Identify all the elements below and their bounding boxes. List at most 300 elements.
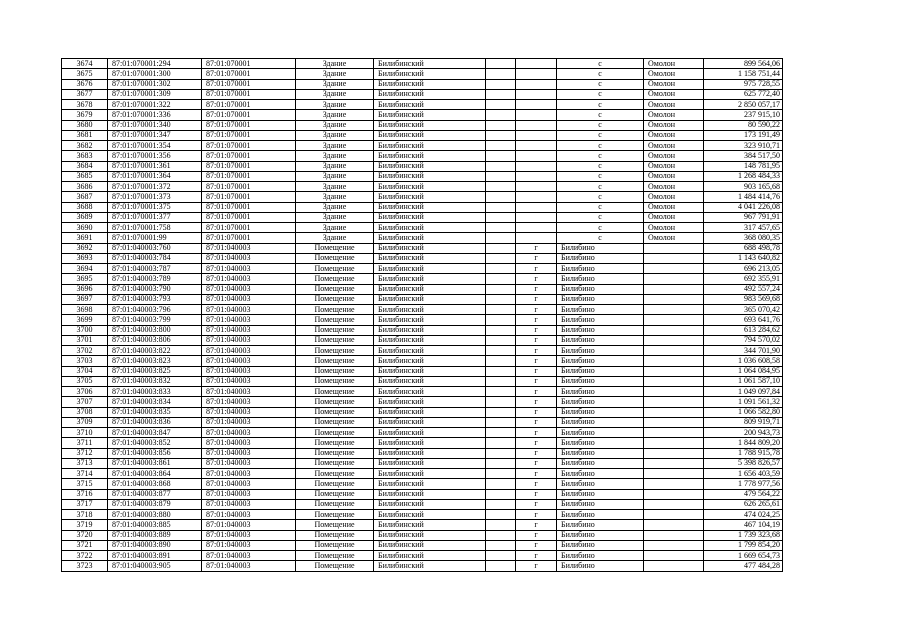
district: Билибинский (374, 130, 486, 140)
object-type: Здание (296, 120, 374, 130)
cadastral-number: 87:01:040003:905 (108, 561, 202, 571)
locality-type: г (516, 417, 557, 427)
locality-type: г (516, 520, 557, 530)
cadastral-value: 323 910,71 (704, 141, 783, 151)
row-number: 3696 (62, 284, 108, 294)
cadastral-value: 344 701,90 (704, 346, 783, 356)
object-type: Здание (296, 212, 374, 222)
object-type: Помещение (296, 284, 374, 294)
table-row (62, 346, 783, 356)
cadastral-number: 87:01:040003:822 (108, 346, 202, 356)
empty-cell (644, 540, 704, 550)
settlement-name: Билибино (557, 335, 644, 345)
cadastral-value: 384 517,50 (704, 151, 783, 161)
cadastral-block: 87:01:040003 (202, 335, 296, 345)
district: Билибинский (374, 59, 486, 69)
locality-type: г (516, 489, 557, 499)
settlement-name: Билибино (557, 479, 644, 489)
empty-cell (644, 305, 704, 315)
settlement-name: Омолон (644, 233, 704, 243)
cadastral-block: 87:01:070001 (202, 223, 296, 233)
district: Билибинский (374, 520, 486, 530)
object-type: Здание (296, 182, 374, 192)
table-row (62, 233, 783, 243)
district: Билибинский (374, 100, 486, 110)
row-number: 3697 (62, 294, 108, 304)
settlement-name: Билибино (557, 469, 644, 479)
settlement-name: Омолон (644, 100, 704, 110)
row-number: 3681 (62, 130, 108, 140)
table-row (62, 438, 783, 448)
district: Билибинский (374, 499, 486, 509)
object-type: Здание (296, 223, 374, 233)
locality-type: г (516, 274, 557, 284)
row-number: 3699 (62, 315, 108, 325)
table-row (62, 325, 783, 335)
empty-cell (486, 243, 516, 253)
district: Билибинский (374, 397, 486, 407)
row-number: 3698 (62, 305, 108, 315)
table-row (62, 79, 783, 89)
table-row (62, 520, 783, 530)
empty-cell (486, 356, 516, 366)
cadastral-number: 87:01:040003:852 (108, 438, 202, 448)
table-row (62, 315, 783, 325)
cadastral-value: 1 158 751,44 (704, 69, 783, 79)
empty-cell (486, 100, 516, 110)
cadastral-value: 173 191,49 (704, 130, 783, 140)
empty-cell (486, 253, 516, 263)
cadastral-number: 87:01:040003:891 (108, 551, 202, 561)
cadastral-number: 87:01:040003:799 (108, 315, 202, 325)
empty-cell (644, 417, 704, 427)
empty-cell (486, 59, 516, 69)
empty-cell (644, 489, 704, 499)
cadastral-value: 1 061 587,10 (704, 376, 783, 386)
cadastral-number: 87:01:070001:294 (108, 59, 202, 69)
cadastral-number: 87:01:070001:99 (108, 233, 202, 243)
cadastral-block: 87:01:040003 (202, 253, 296, 263)
cadastral-value: 794 570,02 (704, 335, 783, 345)
district: Билибинский (374, 89, 486, 99)
district: Билибинский (374, 315, 486, 325)
cadastral-value: 5 398 826,57 (704, 458, 783, 468)
table-row (62, 253, 783, 263)
cadastral-value: 1 656 403,59 (704, 469, 783, 479)
settlement-name: Омолон (644, 223, 704, 233)
cadastral-block: 87:01:040003 (202, 469, 296, 479)
settlement-name: Билибино (557, 551, 644, 561)
object-type: Помещение (296, 417, 374, 427)
table-row (62, 223, 783, 233)
empty-cell (486, 489, 516, 499)
cadastral-number: 87:01:040003:856 (108, 448, 202, 458)
empty-cell (486, 510, 516, 520)
cadastral-value: 1 799 854,20 (704, 540, 783, 550)
row-number: 3686 (62, 182, 108, 192)
cadastral-block: 87:01:040003 (202, 264, 296, 274)
district: Билибинский (374, 305, 486, 315)
district: Билибинский (374, 530, 486, 540)
empty-cell (486, 335, 516, 345)
cadastral-number: 87:01:070001:364 (108, 171, 202, 181)
empty-cell (486, 161, 516, 171)
empty-cell (644, 448, 704, 458)
locality-type: с (557, 192, 644, 202)
settlement-name: Билибино (557, 448, 644, 458)
empty-cell (516, 223, 557, 233)
empty-cell (644, 284, 704, 294)
table-row (62, 366, 783, 376)
cadastral-number: 87:01:070001:373 (108, 192, 202, 202)
cadastral-block: 87:01:070001 (202, 161, 296, 171)
empty-cell (486, 387, 516, 397)
settlement-name: Билибино (557, 417, 644, 427)
empty-cell (486, 428, 516, 438)
property-table (61, 58, 783, 572)
empty-cell (644, 356, 704, 366)
locality-type: г (516, 346, 557, 356)
object-type: Помещение (296, 325, 374, 335)
empty-cell (516, 151, 557, 161)
table-row (62, 151, 783, 161)
settlement-name: Омолон (644, 192, 704, 202)
cadastral-number: 87:01:070001:372 (108, 182, 202, 192)
locality-type: г (516, 458, 557, 468)
settlement-name: Омолон (644, 110, 704, 120)
empty-cell (516, 120, 557, 130)
locality-type: г (516, 438, 557, 448)
row-number: 3708 (62, 407, 108, 417)
settlement-name: Омолон (644, 89, 704, 99)
district: Билибинский (374, 253, 486, 263)
district: Билибинский (374, 376, 486, 386)
cadastral-block: 87:01:040003 (202, 387, 296, 397)
table-row (62, 530, 783, 540)
cadastral-block: 87:01:040003 (202, 305, 296, 315)
cadastral-block: 87:01:040003 (202, 407, 296, 417)
cadastral-block: 87:01:070001 (202, 79, 296, 89)
locality-type: г (516, 510, 557, 520)
cadastral-value: 365 070,42 (704, 305, 783, 315)
row-number: 3677 (62, 89, 108, 99)
empty-cell (644, 294, 704, 304)
empty-cell (486, 182, 516, 192)
row-number: 3690 (62, 223, 108, 233)
cadastral-block: 87:01:040003 (202, 438, 296, 448)
district: Билибинский (374, 223, 486, 233)
object-type: Помещение (296, 335, 374, 345)
object-type: Здание (296, 69, 374, 79)
cadastral-block: 87:01:070001 (202, 59, 296, 69)
table-row (62, 458, 783, 468)
cadastral-number: 87:01:040003:823 (108, 356, 202, 366)
empty-cell (486, 417, 516, 427)
locality-type: с (557, 223, 644, 233)
table-row (62, 100, 783, 110)
empty-cell (516, 171, 557, 181)
object-type: Здание (296, 161, 374, 171)
locality-type: г (516, 325, 557, 335)
object-type: Помещение (296, 356, 374, 366)
table-row (62, 469, 783, 479)
district: Билибинский (374, 366, 486, 376)
object-type: Здание (296, 192, 374, 202)
settlement-name: Билибино (557, 284, 644, 294)
cadastral-value: 1 778 977,56 (704, 479, 783, 489)
cadastral-value: 237 915,10 (704, 110, 783, 120)
empty-cell (516, 212, 557, 222)
empty-cell (486, 110, 516, 120)
locality-type: с (557, 120, 644, 130)
cadastral-number: 87:01:070001:361 (108, 161, 202, 171)
settlement-name: Билибино (557, 305, 644, 315)
empty-cell (486, 438, 516, 448)
district: Билибинский (374, 243, 486, 253)
empty-cell (516, 161, 557, 171)
cadastral-value: 983 569,68 (704, 294, 783, 304)
cadastral-value: 1 669 654,73 (704, 551, 783, 561)
district: Билибинский (374, 325, 486, 335)
district: Билибинский (374, 469, 486, 479)
district: Билибинский (374, 151, 486, 161)
cadastral-number: 87:01:070001:302 (108, 79, 202, 89)
cadastral-block: 87:01:040003 (202, 294, 296, 304)
locality-type: г (516, 469, 557, 479)
cadastral-value: 80 590,22 (704, 120, 783, 130)
object-type: Помещение (296, 366, 374, 376)
table-row (62, 89, 783, 99)
row-number: 3680 (62, 120, 108, 130)
settlement-name: Билибино (557, 294, 644, 304)
cadastral-value: 200 943,73 (704, 428, 783, 438)
cadastral-number: 87:01:040003:787 (108, 264, 202, 274)
cadastral-value: 899 564,06 (704, 59, 783, 69)
cadastral-block: 87:01:070001 (202, 171, 296, 181)
object-type: Помещение (296, 346, 374, 356)
locality-type: г (516, 530, 557, 540)
object-type: Здание (296, 141, 374, 151)
district: Билибинский (374, 212, 486, 222)
locality-type: с (557, 212, 644, 222)
row-number: 3718 (62, 510, 108, 520)
object-type: Здание (296, 151, 374, 161)
cadastral-value: 477 484,28 (704, 561, 783, 571)
row-number: 3684 (62, 161, 108, 171)
district: Билибинский (374, 294, 486, 304)
object-type: Помещение (296, 489, 374, 499)
settlement-name: Билибино (557, 243, 644, 253)
row-number: 3695 (62, 274, 108, 284)
empty-cell (486, 325, 516, 335)
settlement-name: Омолон (644, 171, 704, 181)
object-type: Помещение (296, 458, 374, 468)
empty-cell (644, 325, 704, 335)
cadastral-value: 368 080,35 (704, 233, 783, 243)
empty-cell (516, 59, 557, 69)
cadastral-number: 87:01:040003:877 (108, 489, 202, 499)
cadastral-number: 87:01:070001:322 (108, 100, 202, 110)
cadastral-block: 87:01:040003 (202, 325, 296, 335)
settlement-name: Омолон (644, 130, 704, 140)
table-row (62, 243, 783, 253)
empty-cell (516, 233, 557, 243)
locality-type: с (557, 59, 644, 69)
cadastral-number: 87:01:040003:806 (108, 335, 202, 345)
settlement-name: Омолон (644, 79, 704, 89)
empty-cell (644, 428, 704, 438)
cadastral-number: 87:01:040003:789 (108, 274, 202, 284)
object-type: Здание (296, 100, 374, 110)
row-number: 3674 (62, 59, 108, 69)
locality-type: г (516, 376, 557, 386)
row-number: 3687 (62, 192, 108, 202)
cadastral-block: 87:01:040003 (202, 520, 296, 530)
table-row (62, 376, 783, 386)
settlement-name: Омолон (644, 141, 704, 151)
row-number: 3714 (62, 469, 108, 479)
cadastral-block: 87:01:070001 (202, 192, 296, 202)
table-row (62, 448, 783, 458)
settlement-name: Омолон (644, 59, 704, 69)
cadastral-number: 87:01:040003:784 (108, 253, 202, 263)
cadastral-value: 148 781,95 (704, 161, 783, 171)
empty-cell (516, 192, 557, 202)
cadastral-number: 87:01:040003:832 (108, 376, 202, 386)
cadastral-value: 975 728,55 (704, 79, 783, 89)
table-row (62, 510, 783, 520)
settlement-name: Омолон (644, 212, 704, 222)
table-row (62, 499, 783, 509)
settlement-name: Билибино (557, 346, 644, 356)
row-number: 3711 (62, 438, 108, 448)
locality-type: г (516, 294, 557, 304)
empty-cell (486, 540, 516, 550)
district: Билибинский (374, 428, 486, 438)
empty-cell (486, 397, 516, 407)
table-row (62, 171, 783, 181)
object-type: Помещение (296, 294, 374, 304)
locality-type: г (516, 499, 557, 509)
empty-cell (486, 305, 516, 315)
district: Билибинский (374, 510, 486, 520)
object-type: Здание (296, 233, 374, 243)
table-row (62, 417, 783, 427)
object-type: Помещение (296, 551, 374, 561)
settlement-name: Билибино (557, 489, 644, 499)
cadastral-number: 87:01:040003:833 (108, 387, 202, 397)
object-type: Помещение (296, 253, 374, 263)
row-number: 3716 (62, 489, 108, 499)
empty-cell (644, 274, 704, 284)
row-number: 3723 (62, 561, 108, 571)
locality-type: с (557, 141, 644, 151)
cadastral-block: 87:01:040003 (202, 448, 296, 458)
cadastral-number: 87:01:040003:868 (108, 479, 202, 489)
object-type: Помещение (296, 438, 374, 448)
empty-cell (516, 182, 557, 192)
table-row (62, 202, 783, 212)
district: Билибинский (374, 192, 486, 202)
locality-type: г (516, 407, 557, 417)
empty-cell (644, 510, 704, 520)
district: Билибинский (374, 346, 486, 356)
empty-cell (486, 499, 516, 509)
settlement-name: Билибино (557, 376, 644, 386)
cadastral-block: 87:01:040003 (202, 479, 296, 489)
cadastral-block: 87:01:040003 (202, 551, 296, 561)
object-type: Здание (296, 79, 374, 89)
locality-type: г (516, 387, 557, 397)
row-number: 3691 (62, 233, 108, 243)
settlement-name: Омолон (644, 120, 704, 130)
table-row (62, 161, 783, 171)
settlement-name: Билибино (557, 264, 644, 274)
object-type: Помещение (296, 397, 374, 407)
table-row (62, 305, 783, 315)
settlement-name: Билибино (557, 387, 644, 397)
object-type: Помещение (296, 510, 374, 520)
district: Билибинский (374, 202, 486, 212)
cadastral-value: 1 091 561,32 (704, 397, 783, 407)
object-type: Здание (296, 59, 374, 69)
cadastral-value: 809 919,71 (704, 417, 783, 427)
table-row (62, 397, 783, 407)
cadastral-block: 87:01:040003 (202, 284, 296, 294)
empty-cell (516, 79, 557, 89)
row-number: 3682 (62, 141, 108, 151)
empty-cell (486, 520, 516, 530)
object-type: Помещение (296, 428, 374, 438)
row-number: 3715 (62, 479, 108, 489)
locality-type: г (516, 479, 557, 489)
object-type: Помещение (296, 469, 374, 479)
row-number: 3693 (62, 253, 108, 263)
locality-type: г (516, 540, 557, 550)
cadastral-number: 87:01:040003:793 (108, 294, 202, 304)
empty-cell (644, 530, 704, 540)
empty-cell (644, 315, 704, 325)
cadastral-number: 87:01:070001:309 (108, 89, 202, 99)
table-row (62, 212, 783, 222)
cadastral-value: 1 143 640,82 (704, 253, 783, 263)
district: Билибинский (374, 120, 486, 130)
locality-type: г (516, 551, 557, 561)
empty-cell (486, 151, 516, 161)
table-row (62, 387, 783, 397)
locality-type: г (516, 305, 557, 315)
empty-cell (486, 376, 516, 386)
locality-type: с (557, 69, 644, 79)
table-row (62, 284, 783, 294)
object-type: Помещение (296, 315, 374, 325)
row-number: 3675 (62, 69, 108, 79)
settlement-name: Омолон (644, 151, 704, 161)
district: Билибинский (374, 233, 486, 243)
row-number: 3707 (62, 397, 108, 407)
empty-cell (486, 469, 516, 479)
empty-cell (486, 284, 516, 294)
empty-cell (644, 469, 704, 479)
cadastral-number: 87:01:070001:340 (108, 120, 202, 130)
empty-cell (486, 530, 516, 540)
settlement-name: Билибино (557, 397, 644, 407)
district: Билибинский (374, 540, 486, 550)
object-type: Здание (296, 130, 374, 140)
row-number: 3719 (62, 520, 108, 530)
row-number: 3700 (62, 325, 108, 335)
cadastral-value: 625 772,40 (704, 89, 783, 99)
